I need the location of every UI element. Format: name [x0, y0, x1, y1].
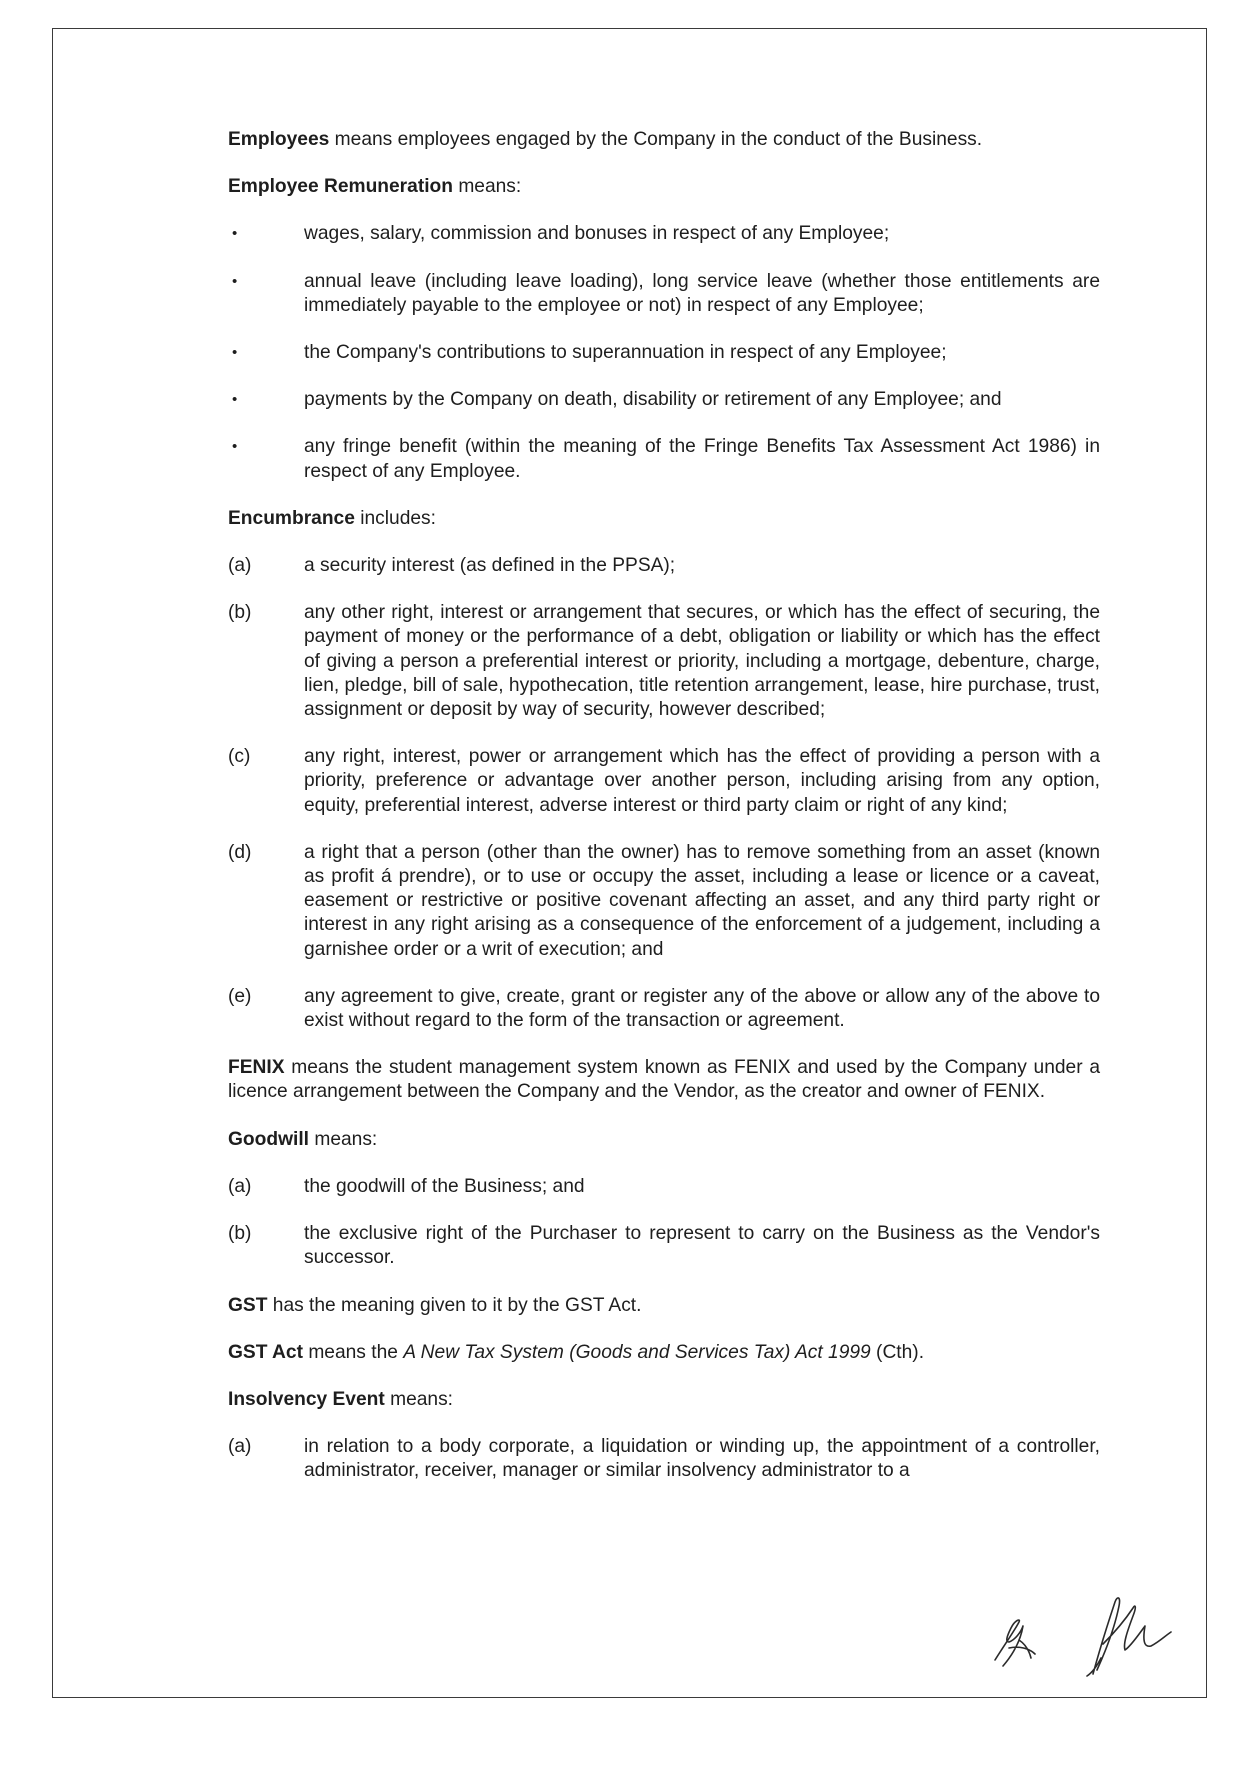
- list-item: (a) a security interest (as defined in the PPSA);: [228, 554, 1100, 578]
- list-item: • any fringe benefit (within the meaning of the Fringe Benefits Tax Assessment Act 1986) in respect of any Employee.: [232, 436, 1100, 482]
- item-label: (b): [228, 602, 252, 624]
- item-label: (a): [228, 1436, 252, 1458]
- definition-gst-act: GST Act means the A New Tax System (Goods and Services Tax) Act 1999 (Cth).: [228, 1341, 925, 1363]
- item-label: (a): [228, 1175, 252, 1197]
- initials-second-mark: [1087, 1598, 1171, 1676]
- list-item: (b) the exclusive right of the Purchaser to represent to carry on the Business as the Vendor's successor.: [228, 1223, 1100, 1269]
- definition-gst: GST has the meaning given to it by the GST Act.: [228, 1294, 642, 1316]
- definition-employees: Employees means employees engaged by the Company in the conduct of the Business.: [228, 129, 983, 150]
- item-label: (a): [228, 555, 252, 577]
- initials-signature: [975, 1582, 1185, 1682]
- item-label: (d): [228, 841, 252, 863]
- list-item: (a) the goodwill of the Business; and: [228, 1175, 1100, 1199]
- item-label: (b): [228, 1223, 252, 1245]
- initials-first-mark: [995, 1620, 1035, 1666]
- list-item: (c) any right, interest, power or arrangement which has the effect of providing a person with a priority, preference or advantage over another person, including arising from any option, equity, preferential interest, adverse interest or third party claim or right of any kind;: [228, 746, 1100, 816]
- list-item: • payments by the Company on death, disability or retirement of any Employee; and: [228, 388, 1100, 412]
- list-item: (a) in relation to a body corporate, a liquidation or winding up, the appointment of a controller, administrator, receiver, manager or similar insolvency administrator to a: [228, 1436, 1100, 1482]
- list-item: • wages, salary, commission and bonuses in respect of any Employee;: [228, 222, 1100, 246]
- bullet-marker: •: [232, 344, 238, 362]
- list-item: (b) any other right, interest or arrangement that secures, or which has the effect of securing, the payment of money or the performance of a debt, obligation or liability or which has the effect of giving a person a preferential interest or priority, including a mortgage, debenture, charge, lien, pledge, bill of sale, hypothecation, title retention arrangement, lease, hire purchase, trust, assignment or deposit by way of security, however described;: [228, 602, 1100, 721]
- list-item: (e) any agreement to give, create, grant or register any of the above or allow any of the above to exist without regard to the form of the transaction or agreement.: [228, 985, 1100, 1032]
- definition-employee-remuneration: Employee Remuneration means:: [228, 176, 522, 198]
- item-label: (e): [228, 985, 252, 1007]
- bullet-marker: •: [232, 438, 238, 456]
- list-item: (d) a right that a person (other than the owner) has to remove something from an asset (known as profit á prendre), or to use or occupy the asset, including a lease or licence or a caveat, easement or restrictive or positive covenant affecting an asset, and any third party right or interest in any right arising as a consequence of the enforcement of a judgement, including a garnishee order or a writ of execution; and: [228, 841, 1100, 960]
- document-body: [228, 128, 1100, 1507]
- item-label: (c): [228, 746, 251, 768]
- definition-insolvency-event: Insolvency Event means:: [228, 1388, 454, 1410]
- bullet-marker: •: [232, 225, 238, 243]
- bullet-marker: •: [232, 272, 238, 290]
- list-item: • the Company's contributions to superannuation in respect of any Employee;: [228, 341, 1100, 365]
- definition-encumbrance: Encumbrance includes:: [228, 507, 436, 529]
- definition-goodwill: Goodwill means:: [228, 1128, 378, 1150]
- definition-fenix: FENIX means the student management system known as FENIX and used by the Company under a licence arrangement between the Company and the Vendor, as the creator and owner of FENIX.: [228, 1057, 1100, 1103]
- bullet-marker: •: [232, 391, 238, 409]
- list-item: • annual leave (including leave loading), long service leave (whether those entitlements are immediately payable to the employee or not) in respect of any Employee;: [232, 270, 1100, 316]
